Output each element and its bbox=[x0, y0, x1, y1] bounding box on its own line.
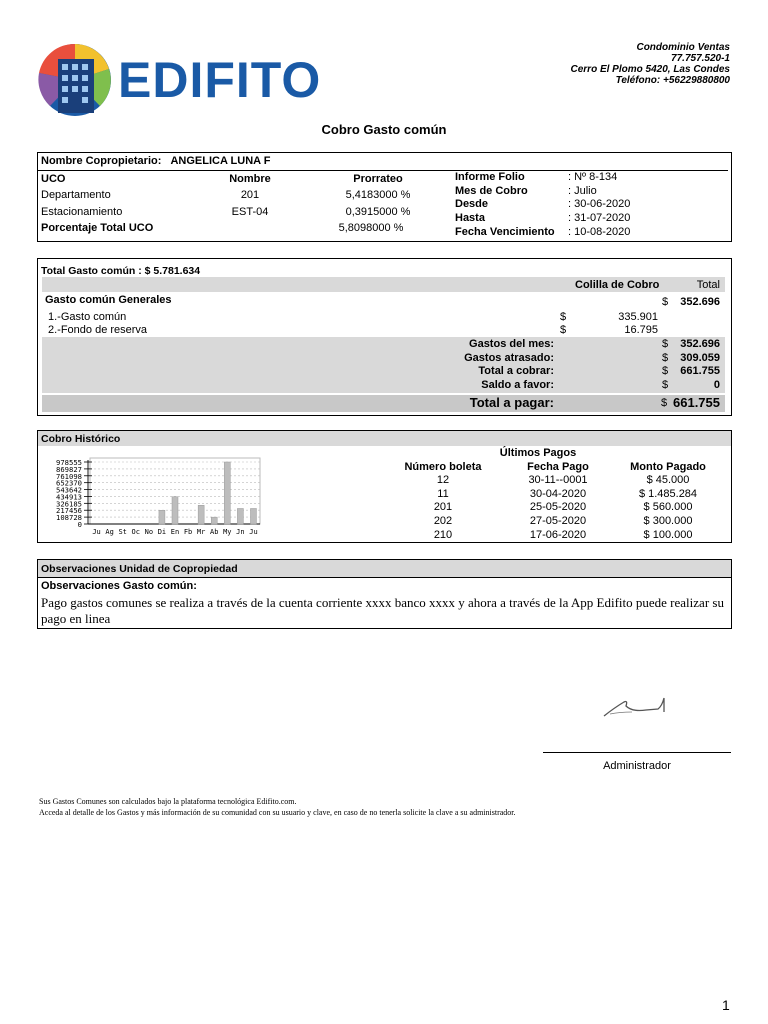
payment-fecha: 27-05-2020 bbox=[529, 515, 587, 527]
observations-title: Observaciones Unidad de Copropiedad bbox=[41, 563, 238, 575]
payment-monto: $ 560.000 bbox=[643, 501, 693, 513]
prorrateo-header: Prorrateo bbox=[353, 173, 403, 185]
chart-bar bbox=[211, 517, 217, 524]
section-total: 352.696 bbox=[680, 296, 720, 308]
chart-y-tick-label: 543642 bbox=[56, 485, 82, 495]
chart-bar bbox=[172, 497, 178, 524]
chart-bar bbox=[237, 508, 243, 524]
info-label-folio: Informe Folio bbox=[455, 171, 525, 183]
observations-subtitle: Observaciones Gasto común: bbox=[41, 580, 197, 592]
section-title: Gasto común Generales bbox=[45, 294, 172, 306]
boleta-header: Número boleta bbox=[404, 461, 482, 473]
payment-boleta: 210 bbox=[433, 529, 453, 541]
chart-x-tick-label: My bbox=[223, 528, 232, 536]
chart-y-tick-label: 761098 bbox=[56, 471, 82, 481]
owner-label-row bbox=[41, 155, 270, 167]
footer bbox=[39, 796, 739, 818]
chart-x-tick-label: No bbox=[144, 528, 154, 536]
prorrateo-row-2: 0,3915000 % bbox=[345, 206, 411, 218]
uco-row-1: Departamento bbox=[41, 189, 111, 201]
payment-monto: $ 300.000 bbox=[643, 515, 693, 527]
chart-x-tick-label: Mr bbox=[196, 528, 206, 536]
payments-title: Últimos Pagos bbox=[499, 447, 577, 459]
history-bar-chart bbox=[42, 454, 272, 539]
page-title: Cobro Gasto común bbox=[321, 122, 447, 137]
company-phone: Teléfono: +56229880800 bbox=[615, 75, 730, 86]
building-logo-icon bbox=[38, 43, 112, 117]
footer-line-2: Acceda al detalle de los Gastos y más información de su comunidad con su usuario y clave, en caso de no tenerla solicite la clave a su administrador. bbox=[39, 808, 516, 817]
chart-bar bbox=[159, 510, 165, 524]
info-value-hasta: : 31-07-2020 bbox=[568, 212, 631, 224]
info-label-hasta: Hasta bbox=[455, 212, 485, 224]
total-uco-value: 5,8098000 % bbox=[338, 222, 404, 234]
info-value-desde: : 30-06-2020 bbox=[568, 198, 631, 210]
chart-x-tick-label: Oc bbox=[131, 528, 140, 536]
owner-label: Nombre Copropietario: bbox=[41, 155, 162, 167]
summary-value-mes: 352.696 bbox=[680, 338, 720, 350]
info-value-mes: : Julio bbox=[568, 185, 597, 197]
signature-label: Administrador bbox=[603, 760, 671, 772]
chart-y-tick-label: 108728 bbox=[56, 513, 82, 523]
payment-boleta: 202 bbox=[433, 515, 453, 527]
payment-boleta: 12 bbox=[436, 474, 450, 486]
total-uco-label: Porcentaje Total UCO bbox=[41, 222, 154, 234]
summary-currency-mes: $ bbox=[662, 338, 669, 350]
monto-header: Monto Pagado bbox=[630, 461, 706, 473]
edifito-logo bbox=[38, 43, 322, 117]
nombre-row-1: 201 bbox=[240, 189, 260, 201]
colilla-label: Colilla de Cobro bbox=[575, 279, 660, 291]
payment-fecha: 25-05-2020 bbox=[529, 501, 587, 513]
summary-label-favor: Saldo a favor: bbox=[481, 379, 554, 391]
payment-fecha: 30-11--0001 bbox=[528, 474, 588, 486]
pay-currency: $ bbox=[661, 397, 668, 409]
signature-line bbox=[543, 752, 731, 753]
chart-x-tick-label: Di bbox=[157, 528, 167, 536]
history-header-bar bbox=[38, 431, 731, 446]
summary-value-cobrar: 661.755 bbox=[680, 365, 720, 377]
chart-x-tick-label: Fb bbox=[183, 528, 193, 536]
history-title: Cobro Histórico bbox=[41, 433, 121, 445]
total-col-label: Total bbox=[696, 279, 720, 291]
footer-line-1: Sus Gastos Comunes son calculados bajo la plataforma tecnológica Edifito.com. bbox=[39, 797, 297, 806]
chart-x-tick-label: Ab bbox=[210, 528, 219, 536]
payment-fecha: 30-04-2020 bbox=[529, 488, 587, 500]
chart-y-tick-label: 326185 bbox=[56, 499, 82, 509]
summary-value-atrasado: 309.059 bbox=[680, 352, 720, 364]
prorrateo-row-1: 5,4183000 % bbox=[345, 189, 411, 201]
chart-y-tick-label: 0 bbox=[77, 520, 82, 529]
summary-currency-cobrar: $ bbox=[662, 365, 669, 377]
chart-bar bbox=[250, 508, 256, 524]
item-label-2: 2.-Fondo de reserva bbox=[48, 324, 148, 336]
nombre-header: Nombre bbox=[229, 173, 271, 185]
summary-currency-atrasado: $ bbox=[662, 352, 669, 364]
section-currency: $ bbox=[662, 296, 669, 308]
summary-currency-favor: $ bbox=[662, 379, 669, 391]
item-currency-2: $ bbox=[560, 324, 567, 336]
summary-label-atrasado: Gastos atrasado: bbox=[464, 352, 554, 364]
payment-boleta: 201 bbox=[433, 501, 453, 513]
observations-section bbox=[37, 559, 732, 629]
chart-x-tick-label: En bbox=[170, 528, 180, 536]
company-name: Condominio Ventas bbox=[636, 42, 730, 53]
chart-y-tick-label: 652370 bbox=[56, 478, 82, 488]
company-info bbox=[430, 42, 730, 86]
history-section bbox=[37, 430, 732, 543]
payment-monto: $ 1.485.284 bbox=[638, 488, 698, 500]
summary-label-cobrar: Total a cobrar: bbox=[478, 365, 554, 377]
chart-x-tick-label: St bbox=[118, 528, 127, 536]
observations-text: Pago gastos comunes se realiza a través de la cuenta corriente xxxx banco xxxx y ahora a través de la App Edifito puede realizar su pago en linea bbox=[41, 595, 724, 626]
pay-value: 661.755 bbox=[673, 395, 720, 410]
chart-y-tick-label: 217456 bbox=[56, 506, 82, 516]
pay-label: Total a pagar: bbox=[469, 395, 554, 410]
item-currency-1: $ bbox=[560, 311, 567, 323]
chart-y-tick-label: 434913 bbox=[56, 492, 82, 502]
item-value-1: 335.901 bbox=[618, 311, 658, 323]
chart-y-tick-label: 869827 bbox=[56, 464, 82, 474]
owner-divider bbox=[38, 170, 728, 171]
company-rut: 77.757.520-1 bbox=[671, 53, 730, 64]
page-number: 1 bbox=[722, 997, 730, 1013]
uco-header: UCO bbox=[41, 173, 66, 185]
fecha-header: Fecha Pago bbox=[527, 461, 589, 473]
payment-monto: $ 100.000 bbox=[643, 529, 693, 541]
info-label-vencimiento: Fecha Vencimiento bbox=[455, 226, 555, 238]
chart-x-tick-label: Ju bbox=[249, 528, 258, 536]
item-value-2: 16.795 bbox=[624, 324, 658, 336]
chart-x-tick-label: Ju bbox=[92, 528, 101, 536]
signature-scribble bbox=[602, 694, 672, 722]
info-label-mes: Mes de Cobro bbox=[455, 185, 528, 197]
nombre-row-2: EST-04 bbox=[231, 206, 269, 218]
company-address: Cerro El Plomo 5420, Las Condes bbox=[570, 64, 730, 75]
observations-divider bbox=[38, 577, 731, 578]
uco-row-2: Estacionamiento bbox=[41, 206, 123, 218]
chart-x-tick-label: Jn bbox=[236, 528, 245, 536]
summary-value-favor: 0 bbox=[713, 379, 720, 391]
payment-boleta: 11 bbox=[437, 488, 449, 500]
chart-bar bbox=[224, 462, 230, 524]
info-label-desde: Desde bbox=[455, 198, 489, 210]
payment-monto: $ 45.000 bbox=[646, 474, 690, 486]
summary-label-mes: Gastos del mes: bbox=[469, 338, 554, 350]
item-label-1: 1.-Gasto común bbox=[48, 311, 127, 323]
chart-y-tick-label: 978555 bbox=[56, 458, 82, 467]
chart-x-tick-label: Ag bbox=[105, 528, 114, 536]
total-gasto-comun: Total Gasto común : $ 5.781.634 bbox=[41, 265, 201, 277]
payment-fecha: 17-06-2020 bbox=[529, 529, 587, 541]
charges-section bbox=[37, 258, 732, 416]
info-value-vencimiento: : 10-08-2020 bbox=[568, 226, 631, 238]
info-value-folio: : Nº 8-134 bbox=[568, 171, 618, 183]
chart-bar bbox=[198, 505, 204, 524]
owner-section bbox=[37, 152, 732, 242]
brand-name: EDIFITO bbox=[118, 52, 322, 108]
owner-name: ANGELICA LUNA F bbox=[170, 155, 271, 167]
